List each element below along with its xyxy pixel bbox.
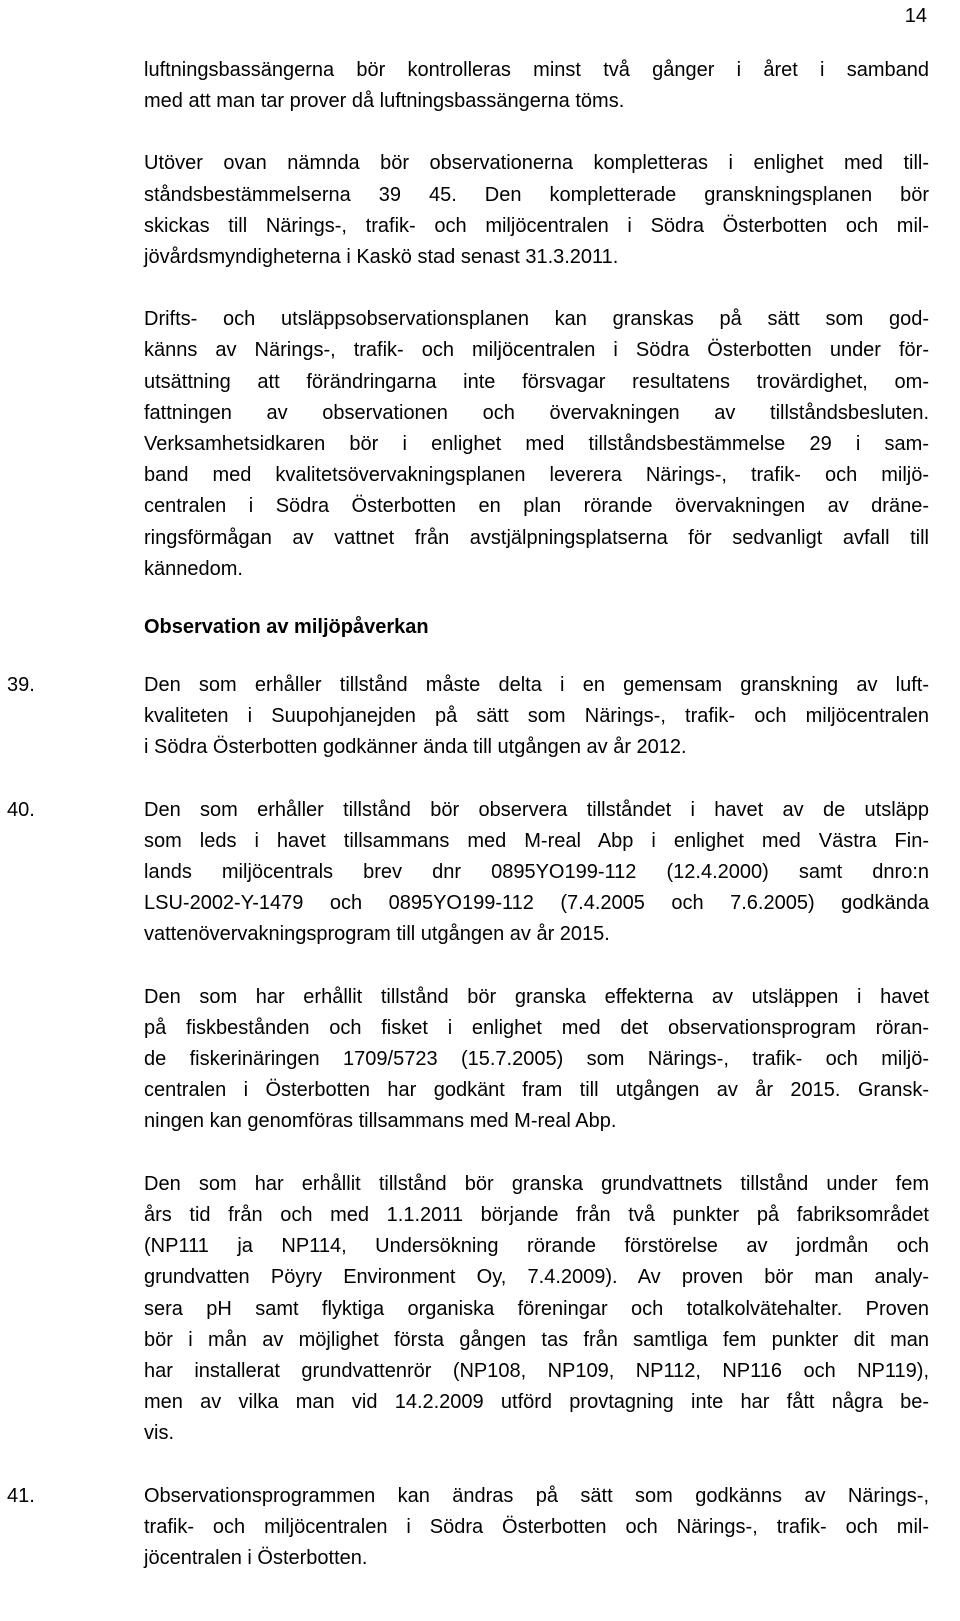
text-line: känns av Närings-, trafik- och miljöcentralen i Södra Österbotten under för- xyxy=(144,339,929,362)
text-line: centralen i Österbotten har godkänt fram till utgången av år 2015. Gransk- xyxy=(144,1079,929,1102)
text-line: Observationsprogrammen kan ändras på sätt som godkänns av Närings-, xyxy=(144,1484,929,1507)
item-number: 39. xyxy=(7,674,35,697)
text-line: luftningsbassängerna bör kontrolleras minst två gånger i året i samband xyxy=(144,59,929,81)
text-line: jövårdsmyndigheterna i Kaskö stad senast 31.3.2011. xyxy=(144,246,619,269)
text-line: Den som erhåller tillstånd bör observera tillståndet i havet av de utsläpp xyxy=(144,798,929,821)
text-line: bör i mån av möjlighet första gången tas från samtliga fem punkter dit man xyxy=(144,1328,929,1351)
item-paragraph xyxy=(144,795,929,951)
text-line: grundvatten Pöyry Environment Oy, 7.4.2009). Av proven bör man analy- xyxy=(144,1266,929,1289)
item-paragraph xyxy=(144,1169,929,1450)
text-line: som leds i havet tillsammans med M-real Abp i enlighet med Västra Fin- xyxy=(144,829,929,852)
text-line: års tid från och med 1.1.2011 börjande från två punkter på fabriksområdet xyxy=(144,1203,929,1226)
text-line: i Södra Österbotten godkänner ända till utgången av år 2012. xyxy=(144,736,687,759)
text-line: kvaliteten i Suupohjanejden på sätt som Närings-, trafik- och miljöcentralen xyxy=(144,705,929,728)
numbered-item-39 xyxy=(0,670,960,764)
text-line: vis. xyxy=(144,1422,174,1445)
paragraph-intro-1 xyxy=(144,55,929,117)
text-line: ståndsbestämmelserna 39 45. Den kompletterade granskningsplanen bör xyxy=(144,183,929,206)
text-line: men av vilka man vid 14.2.2009 utförd provtagning inte har fått några be- xyxy=(144,1391,929,1414)
text-line: Den som har erhållit tillstånd bör granska effekterna av utsläppen i havet xyxy=(144,985,929,1008)
paragraph-intro-2 xyxy=(144,148,929,273)
text-line: Verksamhetsidkaren bör i enlighet med tillståndsbestämmelse 29 i sam- xyxy=(144,433,929,456)
text-line: Den som har erhållit tillstånd bör granska grundvattnets tillstånd under fem xyxy=(144,1172,929,1195)
text-line: jöcentralen i Österbotten. xyxy=(144,1546,368,1569)
numbered-item-40 xyxy=(0,795,960,1450)
text-line: (NP111 ja NP114, Undersökning rörande förstörelse av jordmån och xyxy=(144,1235,929,1258)
text-line: trafik- och miljöcentralen i Södra Österbotten och Närings-, trafik- och mil- xyxy=(144,1515,929,1538)
text-line: sera pH samt flyktiga organiska föreningar och totalkolvätehalter. Proven xyxy=(144,1297,929,1320)
document-body xyxy=(0,55,960,1574)
numbered-item-41 xyxy=(0,1481,960,1575)
text-line: lands miljöcentrals brev dnr 0895YO199-112 (12.4.2000) samt dnro:n xyxy=(144,861,929,884)
text-line: de fiskerinäringen 1709/5723 (15.7.2005) som Närings-, trafik- och miljö- xyxy=(144,1048,929,1071)
text-line: Drifts- och utsläppsobservationsplanen kan granskas på sätt som god- xyxy=(144,308,929,331)
text-line: med att man tar prover då luftningsbassängerna töms. xyxy=(144,90,625,113)
text-line: på fiskbestånden och fisket i enlighet med det observationsprogram röran- xyxy=(144,1016,929,1039)
text-line: vattenövervakningsprogram till utgången av år 2015. xyxy=(144,923,610,946)
text-line: skickas till Närings-, trafik- och miljöcentralen i Södra Österbotten och mil- xyxy=(144,214,929,237)
text-line: har installerat grundvattenrör (NP108, NP109, NP112, NP116 och NP119), xyxy=(144,1359,929,1382)
item-paragraph xyxy=(144,1481,929,1575)
page-number: 14 xyxy=(904,5,927,27)
paragraph-intro-3 xyxy=(144,304,929,585)
text-line: ringsförmågan av vattnet från avstjälpningsplatserna för sedvanligt avfall till xyxy=(144,526,929,549)
text-line: Den som erhåller tillstånd måste delta i en gemensam granskning av luft- xyxy=(144,674,929,697)
text-line: centralen i Södra Österbotten en plan rörande övervakningen av dräne- xyxy=(144,495,929,518)
text-line: fattningen av observationen och övervakningen av tillståndsbesluten. xyxy=(144,401,929,424)
item-number: 41. xyxy=(7,1484,35,1507)
text-line: kännedom. xyxy=(144,557,243,580)
item-paragraph xyxy=(144,670,929,764)
item-number: 40. xyxy=(7,798,35,821)
text-line: LSU-2002-Y-1479 och 0895YO199-112 (7.4.2005 och 7.6.2005) godkända xyxy=(144,892,929,915)
section-heading: Observation av miljöpåverkan xyxy=(144,616,429,639)
text-line: band med kvalitetsövervakningsplanen leverera Närings-, trafik- och miljö- xyxy=(144,464,929,487)
text-line: ningen kan genomföras tillsammans med M-real Abp. xyxy=(144,1110,617,1133)
item-paragraph xyxy=(144,982,929,1138)
text-line: Utöver ovan nämnda bör observationerna kompletteras i enlighet med till- xyxy=(144,152,929,175)
text-line: utsättning att förändringarna inte försvagar resultatens trovärdighet, om- xyxy=(144,370,929,393)
